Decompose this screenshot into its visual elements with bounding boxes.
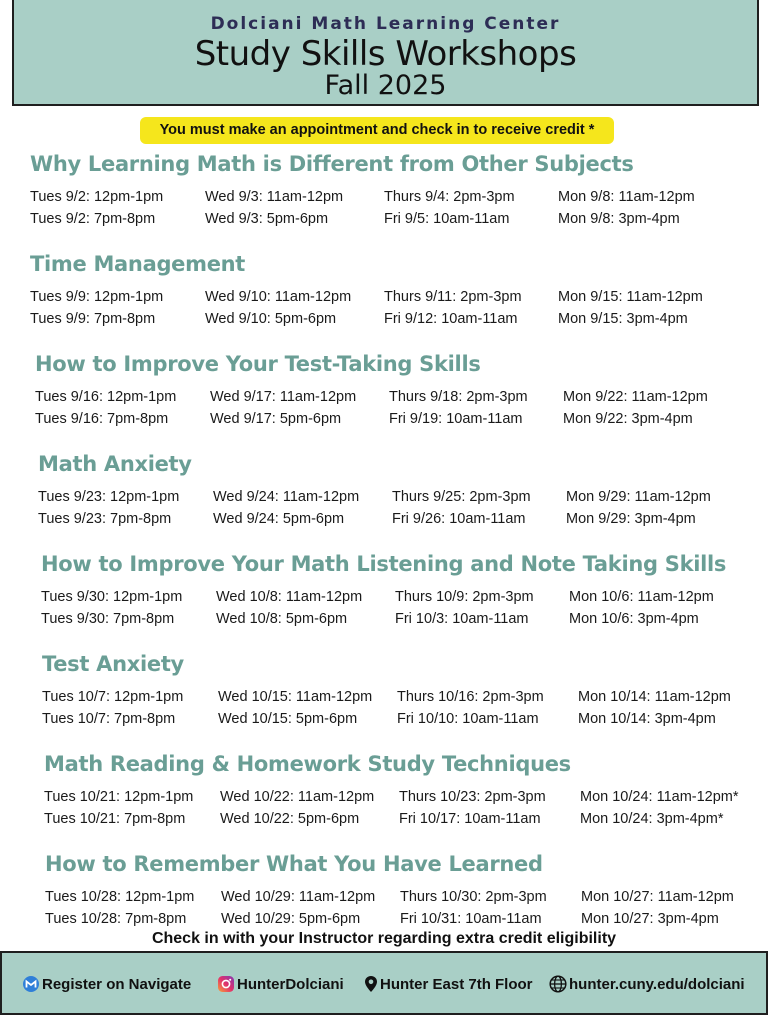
workshop-block	[0, 652, 768, 744]
session-time: Tues 9/2: 7pm-8pm	[30, 211, 156, 227]
session-time: Thurs 9/25: 2pm-3pm	[392, 489, 531, 505]
instagram-link[interactable]	[217, 975, 344, 993]
session-time: Thurs 10/9: 2pm-3pm	[395, 589, 534, 605]
session-time: Fri 10/17: 10am-11am	[399, 811, 541, 827]
session-time: Mon 9/22: 3pm-4pm	[563, 411, 693, 427]
session-time: Mon 10/24: 11am-12pm*	[580, 789, 739, 805]
map-pin-icon	[364, 975, 378, 993]
session-time: Mon 10/27: 11am-12pm	[581, 889, 734, 905]
location-label: Hunter East 7th Floor	[380, 975, 533, 993]
session-time: Mon 10/27: 3pm-4pm	[581, 911, 719, 927]
session-time: Wed 10/15: 11am-12pm	[218, 689, 373, 705]
session-time: Wed 10/8: 5pm-6pm	[216, 611, 348, 627]
session-time: Tues 10/7: 12pm-1pm	[42, 689, 184, 705]
globe-icon	[549, 975, 567, 993]
session-time: Wed 9/3: 5pm-6pm	[205, 211, 329, 227]
session-time: Tues 9/2: 12pm-1pm	[30, 189, 164, 205]
session-time: Tues 9/23: 12pm-1pm	[38, 489, 180, 505]
instagram-icon	[217, 975, 235, 993]
session-time: Fri 9/5: 10am-11am	[384, 211, 510, 227]
workshop-title: Math Reading & Homework Study Techniques	[44, 752, 571, 776]
session-time: Mon 9/8: 11am-12pm	[558, 189, 695, 205]
session-time: Mon 9/29: 3pm-4pm	[566, 511, 696, 527]
instagram-label: HunterDolciani	[237, 975, 344, 993]
session-time: Thurs 10/16: 2pm-3pm	[397, 689, 544, 705]
workshop-title: How to Improve Your Test-Taking Skills	[35, 352, 481, 376]
session-time: Fri 9/19: 10am-11am	[389, 411, 523, 427]
session-time: Thurs 10/30: 2pm-3pm	[400, 889, 547, 905]
session-time: Thurs 9/18: 2pm-3pm	[389, 389, 528, 405]
session-time: Mon 9/15: 11am-12pm	[558, 289, 703, 305]
location-info	[364, 975, 533, 993]
session-time: Mon 9/15: 3pm-4pm	[558, 311, 688, 327]
register-link[interactable]	[22, 975, 191, 993]
navigate-logo-icon	[22, 975, 40, 993]
footer-bar	[0, 951, 768, 1015]
session-time: Wed 10/8: 11am-12pm	[216, 589, 363, 605]
session-time: Wed 10/29: 5pm-6pm	[221, 911, 361, 927]
session-time: Fri 10/3: 10am-11am	[395, 611, 529, 627]
workshop-block	[0, 552, 768, 644]
session-time: Tues 10/21: 7pm-8pm	[44, 811, 186, 827]
session-time: Fri 10/31: 10am-11am	[400, 911, 542, 927]
workshop-title: How to Remember What You Have Learned	[45, 852, 543, 876]
session-time: Wed 10/29: 11am-12pm	[221, 889, 376, 905]
session-time: Wed 10/15: 5pm-6pm	[218, 711, 358, 727]
session-time: Tues 10/21: 12pm-1pm	[44, 789, 194, 805]
session-time: Mon 9/8: 3pm-4pm	[558, 211, 680, 227]
session-time: Tues 10/28: 7pm-8pm	[45, 911, 187, 927]
session-time: Tues 9/16: 7pm-8pm	[35, 411, 169, 427]
session-time: Mon 10/6: 3pm-4pm	[569, 611, 699, 627]
session-time: Mon 10/24: 3pm-4pm*	[580, 811, 724, 827]
header-banner	[12, 0, 759, 106]
workshop-block	[0, 252, 768, 344]
session-time: Tues 9/30: 7pm-8pm	[41, 611, 175, 627]
workshop-title: Math Anxiety	[38, 452, 192, 476]
session-time: Fri 10/10: 10am-11am	[397, 711, 539, 727]
term-label: Fall 2025	[324, 70, 447, 101]
appointment-notice: You must make an appointment and check in to receive credit *	[140, 117, 614, 144]
session-time: Tues 10/7: 7pm-8pm	[42, 711, 176, 727]
session-time: Wed 9/10: 11am-12pm	[205, 289, 352, 305]
workshop-block	[0, 152, 768, 244]
website-label: hunter.cuny.edu/dolciani	[569, 975, 745, 993]
session-time: Tues 10/28: 12pm-1pm	[45, 889, 195, 905]
session-time: Tues 9/9: 7pm-8pm	[30, 311, 156, 327]
workshop-block	[0, 352, 768, 444]
session-time: Fri 9/26: 10am-11am	[392, 511, 526, 527]
extra-credit-note: Check in with your Instructor regarding extra credit eligibility	[151, 930, 617, 947]
register-label: Register on Navigate	[42, 975, 192, 993]
workshop-block	[0, 752, 768, 844]
workshop-title: How to Improve Your Math Listening and Note Taking Skills	[41, 552, 727, 576]
session-time: Mon 10/14: 11am-12pm	[578, 689, 731, 705]
session-time: Tues 9/16: 12pm-1pm	[35, 389, 177, 405]
workshop-title: Why Learning Math is Different from Other Subjects	[30, 152, 634, 176]
session-time: Thurs 9/4: 2pm-3pm	[384, 189, 515, 205]
workshop-title: Test Anxiety	[42, 652, 184, 676]
page-title: Study Skills Workshops	[194, 34, 577, 74]
session-time: Wed 9/10: 5pm-6pm	[205, 311, 337, 327]
session-time: Mon 10/6: 11am-12pm	[569, 589, 714, 605]
session-time: Wed 10/22: 11am-12pm	[220, 789, 375, 805]
website-link[interactable]	[549, 975, 745, 993]
session-time: Mon 10/14: 3pm-4pm	[578, 711, 716, 727]
session-time: Thurs 9/11: 2pm-3pm	[384, 289, 522, 305]
session-time: Wed 9/24: 5pm-6pm	[213, 511, 345, 527]
session-time: Mon 9/29: 11am-12pm	[566, 489, 711, 505]
session-time: Wed 9/17: 11am-12pm	[210, 389, 357, 405]
workshop-block	[0, 452, 768, 544]
session-time: Mon 9/22: 11am-12pm	[563, 389, 708, 405]
session-time: Tues 9/9: 12pm-1pm	[30, 289, 164, 305]
session-time: Thurs 10/23: 2pm-3pm	[399, 789, 546, 805]
center-name: Dolciani Math Learning Center	[210, 14, 561, 34]
session-time: Fri 9/12: 10am-11am	[384, 311, 518, 327]
session-time: Wed 10/22: 5pm-6pm	[220, 811, 360, 827]
session-time: Tues 9/23: 7pm-8pm	[38, 511, 172, 527]
workshop-title: Time Management	[30, 252, 246, 276]
session-time: Wed 9/3: 11am-12pm	[205, 189, 344, 205]
session-time: Tues 9/30: 12pm-1pm	[41, 589, 183, 605]
session-time: Wed 9/17: 5pm-6pm	[210, 411, 342, 427]
session-time: Wed 9/24: 11am-12pm	[213, 489, 360, 505]
